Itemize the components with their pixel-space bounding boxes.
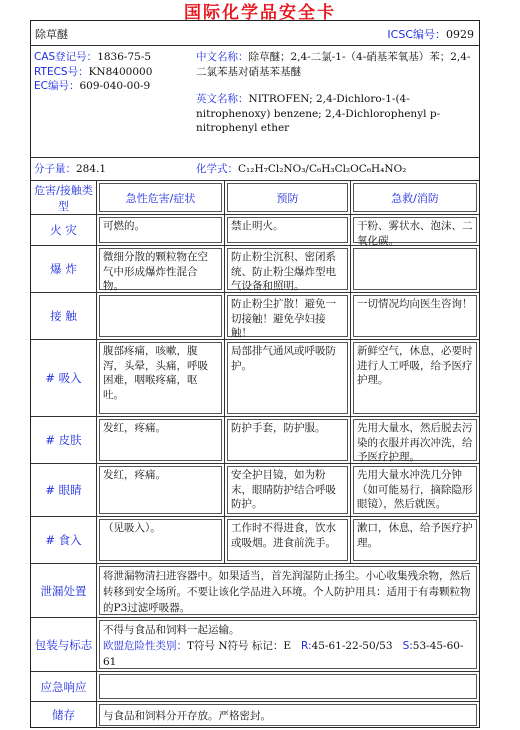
aid-text [353,248,477,290]
chemical-name: 除草醚 [35,28,68,41]
id-block [34,50,194,94]
r-value: 45-61-22-50/53 [311,640,393,652]
card-title: 国际化学品安全卡 [184,3,336,23]
header-hazard: 急性危害/症状 [99,183,222,212]
emergency-row [31,672,479,702]
table-row [31,215,479,246]
storage-row-text: 与食品和饲料分开存放。严格密封。 [99,704,477,726]
hazard-text: 发红，疼痛。 [99,466,222,514]
icsc-label: ICSC编号： [387,28,446,41]
safety-card [30,20,480,728]
row-type-skin: # 皮肤 [31,417,97,463]
chemical-formula [196,162,406,177]
molecular-weight [34,162,106,177]
aid-cell [351,293,479,339]
formula-label: 化学式： [196,163,238,175]
table-row [31,464,479,517]
header-hazard-cell [97,181,225,214]
mw-label: 分子量： [34,163,76,175]
aid-cell [351,246,479,292]
aid-cell [351,417,479,463]
prevention-cell [225,246,351,292]
prevention-text: 防止粉尘扩散！避免一切接触！避免孕妇接触！ [227,295,348,337]
prevention-text: 防护手套，防护服。 [227,419,348,461]
header-type: 危害/接触类型 [31,181,97,214]
hazard-text [99,295,222,337]
hazard-text: 可燃的。 [99,217,222,243]
table-row [31,340,479,417]
prevention-cell [225,340,351,416]
aid-text: 新鲜空气，休息，必要时进行人工呼吸，给予医疗护理。 [353,342,477,414]
prevention-text: 禁止明火。 [227,217,348,243]
prevention-cell [225,417,351,463]
cas-label: CAS登记号： [34,51,98,63]
r-label: R: [301,640,312,652]
eu-class-label: 欧盟危险性类别： [103,640,187,652]
cas-value: 1836-75-5 [97,51,152,63]
ec-value: 609-040-00-9 [79,80,151,92]
spill-text: 将泄漏物清扫进容器中。如果适当，首先润湿防止扬尘。小心收集残余物，然后转移到安全场所。不要让该化学品进入环境。个人防护用具：适用于有毒颗粒物的P3过滤呼吸器。 [99,566,477,615]
packaging-label: 包装与标志 [31,618,97,671]
hazard-cell [97,340,225,416]
hazard-cell [97,517,225,563]
ec-label: EC编号： [34,80,80,92]
hazard-cell [97,293,225,339]
storage-row [31,702,479,728]
hazard-cell [97,417,225,463]
icsc-value: 0929 [446,28,474,41]
hazard-text: 发红，疼痛。 [99,419,222,461]
aid-cell [351,340,479,416]
prevention-text: 工作时不得进食，饮水或吸烟。进食前洗手。 [227,519,348,561]
storage-row-label: 储存 [31,702,97,728]
row-type-explosion: 爆 炸 [31,246,97,292]
s-value: 53-45-60-61 [103,640,464,668]
hazard-cell [97,246,225,292]
hazard-cell [97,215,225,245]
aid-text: 先用大量水冲洗几分钟（如可能易行，摘除隐形眼镜），然后就医。 [353,466,477,514]
prevention-cell [225,293,351,339]
hazard-text: （见吸入）。 [99,519,222,561]
hazard-text: 腹部疼痛，咳嗽，腹泻，头晕，头痛，呼吸困难，咽喉疼痛，呕吐。 [99,342,222,414]
header-aid: 急救/消防 [353,183,477,212]
header-prevention-cell [225,181,351,214]
header-aid-cell [351,181,479,214]
packaging-line1: 不得与食品和饲料一起运输。 [103,624,240,636]
identifiers-row [31,46,479,158]
table-row [31,246,479,293]
cn-name-value: 除草醚；2,4-二氯-1-（4-硝基苯氧基）苯；2,4-二氯苯基对硝基苯基醚 [196,51,471,78]
en-name-value: NITROFEN; 2,4-Dichloro-1-(4-nitrophenoxy) benzene; 2,4-Dichlorophenyl p-nitrophenyl ether [196,93,441,134]
header-prevention: 预防 [227,183,348,212]
table-header [31,181,479,215]
icsc-number [387,26,474,42]
emergency-row-label: 应急响应 [31,672,97,701]
prevention-cell [225,464,351,516]
aid-cell [351,517,479,563]
packaging-line2 [103,638,473,670]
spill-row [31,564,479,618]
rtecs-label: RTECS号： [34,65,89,78]
en-name-block [196,92,476,136]
cn-name-label: 中文名称： [196,51,249,63]
prevention-text: 局部排气通风或呼吸防护。 [227,342,348,414]
emergency-row-text [99,674,477,699]
row-type-contact: 接 触 [31,293,97,339]
rtecs-value: KN8400000 [88,65,153,78]
eu-class-value: T符号 N符号 标记：E [187,640,292,652]
aid-text: 漱口，休息，给予医疗护理。 [353,519,477,561]
aid-text: 干粉、雾状水、泡沫、二氧化碳。 [353,217,477,243]
formula-value: C₁₂H₇Cl₂NO₃/C₆H₃Cl₂OC₆H₄NO₂ [238,163,407,175]
aid-cell [351,464,479,516]
name-row [31,21,479,46]
packaging-text [99,620,477,669]
prevention-text: 安全护目镜，如为粉末，眼睛防护结合呼吸防护。 [227,466,348,514]
s-label: S: [402,640,413,652]
table-row [31,293,479,340]
aid-text: 先用大量水，然后脱去污染的衣服并再次冲洗，给予医疗护理。 [353,419,477,461]
prevention-cell [225,215,351,245]
row-type-fire: 火 灾 [31,215,97,245]
cn-name-block [196,50,476,79]
hazard-cell [97,464,225,516]
en-name-label: 英文名称： [196,93,249,105]
table-row [31,417,479,464]
prevention-text: 防止粉尘沉积、密闭系统、防止粉尘爆炸型电气设备和照明。 [227,248,348,290]
row-type-inhalation: # 吸入 [31,340,97,416]
spill-label: 泄漏处置 [31,564,97,617]
formula-row [31,158,479,181]
row-type-eyes: # 眼睛 [31,464,97,516]
table-row [31,517,479,564]
prevention-cell [225,517,351,563]
mw-value: 284.1 [76,163,107,175]
aid-cell [351,215,479,245]
packaging-row [31,618,479,672]
aid-text: 一切情况均向医生咨询！ [353,295,477,337]
row-type-ingestion: # 食入 [31,517,97,563]
hazard-text: 微细分散的颗粒物在空气中形成爆炸性混合物。 [99,248,222,290]
